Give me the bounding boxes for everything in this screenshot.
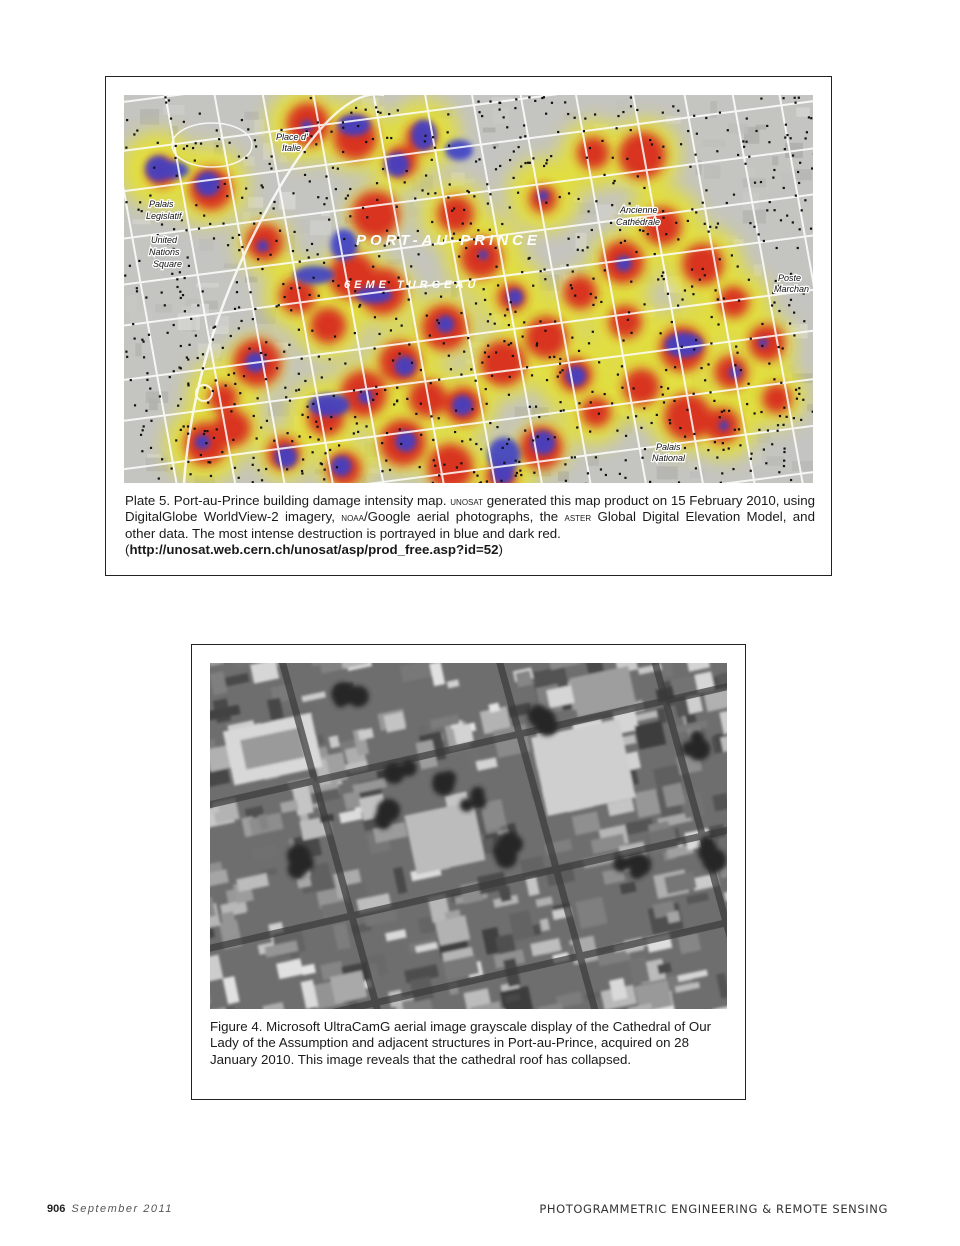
caption-part3: /Google aerial photographs, the xyxy=(363,509,559,525)
journal-name: PHOTOGRAMMETRIC ENGINEERING & REMOTE SENSING xyxy=(539,1202,888,1216)
plate-5-caption: Plate 5. Port-au-Prince building damage intensity map. unosat generated this map product on 15 February 2010, using DigitalGlobe WorldView-2 imagery, noaa/Google aerial photographs, the aster Global Digital Elevation Model, and other data. The most intense destruction is portrayed in blue and dark red. (http://unosat.web.cern.ch/unosat/asp/prod_free.asp?id=52) xyxy=(125,493,815,558)
label-6eme-turgeau: 6EME TURGEAU xyxy=(344,279,480,291)
figure-4 xyxy=(191,644,746,1100)
damage-intensity-map xyxy=(124,95,813,483)
caption-aster: aster xyxy=(564,510,592,525)
label-un-square-2: Nations xyxy=(149,247,180,257)
caption-part2: generated this map product on 15 February 2010, using DigitalGlobe WorldView-2 imagery, xyxy=(125,493,815,525)
aerial-image-canvas xyxy=(210,663,727,1009)
label-poste-marchand-1: Poste xyxy=(778,273,802,283)
label-un-square-1: United xyxy=(151,235,178,245)
caption-noaa: noaa xyxy=(341,510,364,525)
page-number: 906 xyxy=(47,1203,66,1215)
figure-4-caption: Figure 4. Microsoft UltraCamG aerial image grayscale display of the Cathedral of Our Lady of the Assumption and adjacent structures in Port-au-Prince, acquired on 28 January 2010. This image reveals that the cathedral roof has collapsed. xyxy=(210,1019,712,1067)
plate-5-figure xyxy=(105,76,832,576)
label-palais-legislatif-1: Palais xyxy=(149,199,174,209)
footer-left xyxy=(47,1203,173,1215)
label-palais-national-1: Palais xyxy=(656,442,681,452)
label-un-square-3: Square xyxy=(153,259,183,269)
caption-unosat: unosat xyxy=(450,494,484,508)
label-port-au-prince: PORT-AU-PRINCE xyxy=(356,232,541,249)
label-place-italie-1: Place d' xyxy=(276,132,308,142)
aerial-image xyxy=(210,663,727,1009)
label-palais-national-2: National xyxy=(652,453,686,463)
label-palais-legislatif-2: Legislatif xyxy=(146,211,182,221)
label-poste-marchand-2: Marchan xyxy=(774,284,810,294)
map-canvas xyxy=(124,95,813,483)
footer-date: September 2011 xyxy=(71,1203,173,1215)
label-ancienne-cathedrale-1: Ancienne xyxy=(620,205,658,215)
label-place-italie-2: Italie xyxy=(282,143,302,153)
caption-url[interactable]: http://unosat.web.cern.ch/unosat/asp/prod_free.asp?id=52 xyxy=(129,542,499,558)
label-ancienne-cathedrale-2: Cathédrale xyxy=(616,217,661,227)
caption-intro: Plate 5. Port-au-Prince building damage intensity map. xyxy=(125,493,447,508)
caption-part4: Global Digital Elevation Model, and other data. The most intense destruction is portrayed in blue and dark red. xyxy=(125,509,815,541)
